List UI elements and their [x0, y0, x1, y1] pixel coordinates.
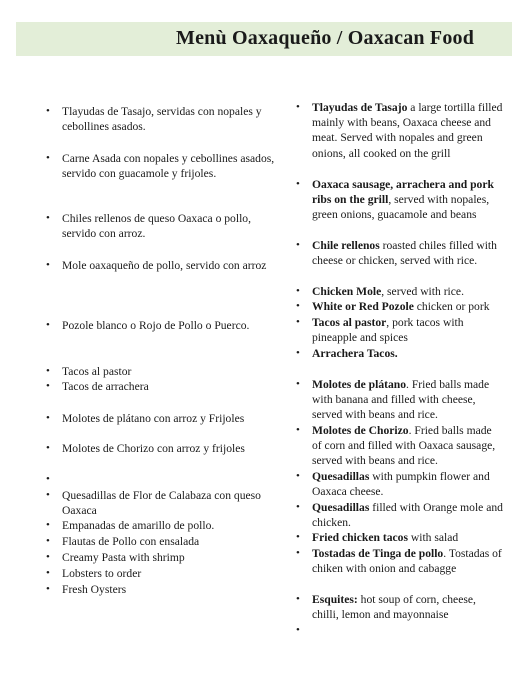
bullet-icon: •: [46, 365, 50, 377]
bullet-icon: •: [46, 551, 50, 563]
bullet-icon: •: [46, 567, 50, 579]
bullet-icon: •: [296, 285, 300, 297]
bullet-icon: •: [296, 531, 300, 543]
list-item: • Fried chicken tacos with salad: [296, 531, 459, 544]
bullet-icon: •: [296, 424, 300, 436]
bullet-icon: •: [296, 470, 300, 482]
list-item: • Quesadillas filled with Orange mole and chicken.: [296, 501, 503, 530]
bullet-icon: •: [46, 319, 50, 331]
list-item: • Mole oaxaqueño de pollo, servido con arroz: [46, 259, 267, 272]
list-item: • Molotes de plátano con arroz y Frijoles: [46, 412, 245, 425]
bullet-icon: •: [296, 593, 300, 605]
list-item: • Tlayudas de Tasajo a large tortilla filled mainly with beans, Oaxaca cheese and meat. Served with nopales and green onions, all cooked on the grill: [296, 101, 503, 160]
list-item: • Quesadillas de Flor de Calabaza con queso Oaxaca: [46, 489, 261, 518]
bullet-icon: •: [46, 412, 50, 424]
bullet-icon: •: [46, 583, 50, 595]
bullet-icon: •: [46, 442, 50, 454]
bullet-icon: •: [296, 378, 300, 390]
list-item: • Creamy Pasta with shrimp: [46, 551, 185, 564]
bullet-icon: •: [296, 347, 300, 359]
bullet-icon: •: [296, 178, 300, 190]
list-item: • Chicken Mole, served with rice.: [296, 285, 464, 298]
list-item: • Empanadas de amarillo de pollo.: [46, 519, 215, 532]
list-item: • Tacos al pastor, pork tacos with pineapple and spices: [296, 316, 464, 345]
bullet-icon: •: [296, 316, 300, 328]
bullet-icon: •: [296, 300, 300, 312]
list-item: • Flautas de Pollo con ensalada: [46, 535, 200, 548]
bullet-icon: •: [46, 105, 50, 117]
list-item: • Tostadas de Tinga de pollo. Tostadas of chiken with onion and cabagge: [296, 547, 502, 576]
bullet-icon: •: [46, 535, 50, 547]
list-item: • Molotes de Chorizo con arroz y frijoles: [46, 442, 245, 455]
bullet-icon: •: [46, 519, 50, 531]
list-item: • Molotes de Chorizo. Fried balls made of corn and filled with Oaxaca sausage, served with beans and rice.: [296, 424, 496, 468]
list-item: • Lobsters to order: [46, 567, 142, 580]
bullet-icon: •: [296, 547, 300, 559]
list-item: • Esquites: hot soup of corn, cheese, chilli, lemon and mayonnaise: [296, 593, 476, 622]
list-item: • Pozole blanco o Rojo de Pollo o Puerco.: [46, 319, 250, 332]
bullet-icon: •: [296, 239, 300, 251]
list-item: • Tlayudas de Tasajo, servidas con nopales y cebollines asados.: [46, 105, 262, 134]
list-item: • Molotes de plátano. Fried balls made with banana and filled with cheese, served with beans and rice.: [296, 378, 490, 422]
bullet-icon: •: [296, 624, 300, 636]
list-item: • Arrachera Tacos.: [296, 347, 398, 360]
bullet-icon: •: [46, 212, 50, 224]
list-item: • Carne Asada con nopales y cebollines asados, servido con guacamole y frijoles.: [46, 152, 275, 181]
list-item: • Chiles rellenos de queso Oaxaca o pollo, servido con arroz.: [46, 212, 251, 241]
bullet-icon: •: [46, 489, 50, 501]
list-item: • White or Red Pozole chicken or pork: [296, 300, 490, 313]
menu-header: [16, 22, 512, 56]
bullet-icon: •: [296, 101, 300, 113]
list-item: • Tacos al pastor: [46, 365, 132, 378]
bullet-icon: •: [46, 259, 50, 271]
bullet-icon: •: [46, 152, 50, 164]
list-item: • Quesadillas with pumpkin flower and Oaxaca cheese.: [296, 470, 490, 499]
bullet-icon: •: [46, 380, 50, 392]
list-item: • Tacos de arrachera: [46, 380, 149, 393]
menu-title: Menù Oaxaqueño / Oaxacan Food: [176, 27, 475, 49]
list-item: • Chile rellenos roasted chiles filled with cheese or chicken, served with rice.: [296, 239, 497, 268]
list-item: • Oaxaca sausage, arrachera and pork ribs on the grill, served with nopales, green onions, guacamole and beans: [296, 178, 494, 222]
list-item: • Fresh Oysters: [46, 583, 127, 596]
bullet-icon: •: [296, 501, 300, 513]
bullet-icon: •: [46, 473, 50, 485]
